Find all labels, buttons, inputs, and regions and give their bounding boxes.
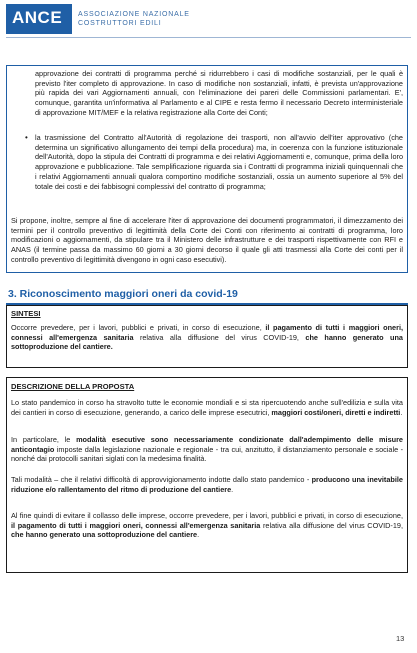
sintesi-bold-part: che hanno generato una sottoproduzione del cantiere. [11,332,403,352]
bold-part: maggiori costi/oneri, diretti e indiretti [271,407,401,417]
proposta-box [6,377,408,573]
association-line-1: ASSOCIAZIONE NAZIONALE [78,11,190,18]
paragraph-transmission: la trasmissione del Contratto all'Autorità di regolazione dei trasporti, non all'avvio dell'iter approvativo (che determina un significativo allungamento dei tempi della procedura) ma, in coerenza con la funzione istituzionale dell'Autorità, dopo la stipula dei Contratti di programma e dei relativi Aggiornamenti e, comunque, prima della loro approvazione e pubblicazione. Tale semplificazione riguarda sia i Contratti di programma iniziali quinquennali che i relativi Aggiornamenti annuali qualora comportino modifiche sostanziali, ossia un aumento superiore al 5% del totale dei costi e dei fabbisogni complessivi del contratto di programma; [35,133,403,191]
text-part: . [231,484,234,494]
text-part: In particolare, le [11,435,77,444]
sintesi-bold-part: il pagamento di tutti i maggiori oneri, connessi all'emergenza sanitaria [11,323,404,342]
association-line-2: COSTRUTTORI EDILI [78,20,162,27]
bold-part: modalità esecutive sono necessariamente condizionate dall'adempimento delle misure anticontagio [11,435,403,454]
sintesi-text [11,323,403,352]
bold-part: che hanno generato una sottoproduzione del cantiere [11,530,198,540]
page-header [6,4,411,40]
text-part: . [197,530,200,540]
section-title: 3. Riconoscimento maggiori oneri da covid-19 [8,288,238,300]
proposta-paragraph-1 [11,398,403,417]
text-part: relativa alla diffusione del virus COVID-19, [260,520,403,530]
association-name [78,10,190,28]
paragraph-corte-conti: Si propone, inoltre, sempre al fine di accelerare l'iter di approvazione dei documenti programmatori, il dimezzamento dei termini per il controllo preventivo di legittimità della Corte dei Conti con riferimento ai contratti di programma, loro modificazioni o aggiornamenti, da stipulare tra il Ministero delle infrastrutture e dei trasporti rispettivamente con RFI e ANAS (il termine passa da massimo 60 giorni a 30 giorni decorso il quale gli atti trasmessi alla Corte dei conti per il controllo preventivo di legittimità divengono in ogni caso esecutivi). [11,216,403,264]
sintesi-box [6,305,408,368]
proposta-paragraph-4 [11,511,403,540]
text-part: imposte dalla legislazione nazionale e regionale - tra cui, anzitutto, il distanziamento personale e sociale - nonché dai protocolli sanitari siglati con la medesima finalità. [11,444,403,464]
sintesi-heading: SINTESI [11,309,41,318]
text-part: Al fine quindi di evitare il collasso delle imprese, occorre prevedere, per i lavori, pubblici e privati, in corso di esecuzione, [11,511,403,520]
proposta-paragraph-2 [11,435,403,464]
text-part: . [400,407,403,417]
sintesi-text-part: relativa alla diffusione del virus COVID-19, [133,332,306,342]
ance-logo [6,4,72,34]
bold-part: il pagamento di tutti i maggiori oneri, connessi all'emergenza sanitaria [11,520,261,530]
bold-part: producono una inevitabile riduzione e/o rallentamento del ritmo di produzione del cantiere [11,475,403,494]
text-part: Tali modalità – che il relativi difficoltà di approvvigionamento indotte dallo stato pandemico - [11,475,312,484]
text-part: Lo stato pandemico in corso ha stravolto tutte le economie mondiali e si sta ripercuotendo anche sull'edilizia e sulla vita dei cantieri in corso di esecuzione, generando, a carico delle imprese esecutrici, [11,398,403,417]
header-rule [6,37,411,38]
logo-text: ANCE [12,8,63,27]
proposal-continuation-box [6,65,408,273]
bullet-icon: • [25,133,28,142]
page-number: 13 [396,634,405,643]
paragraph-approval: approvazione dei contratti di programma perché si ridurrebbero i casi di modifiche sostanziali, per le quali è previsto l'iter completo di approvazione. In caso di modifiche non sostanziali, infatti, è prevista un'approvazione più rapida dei vari Aggiornamenti annuali, con l'eliminazione dei pareri delle Commissioni parlamentari. E', comunque, garantita un'informativa al Parlamento e al CIPE e resta fermo il necessario Decreto interministeriale di approvazione MIT/MEF e la relativa registrazione alla Corte dei Conti; [35,69,403,117]
proposta-paragraph-3 [11,475,403,494]
proposta-heading: DESCRIZIONE DELLA PROPOSTA [11,382,135,391]
sintesi-text-part: Occorre prevedere, per i lavori, pubblici e privati, in corso di esecuzione, [11,323,266,332]
